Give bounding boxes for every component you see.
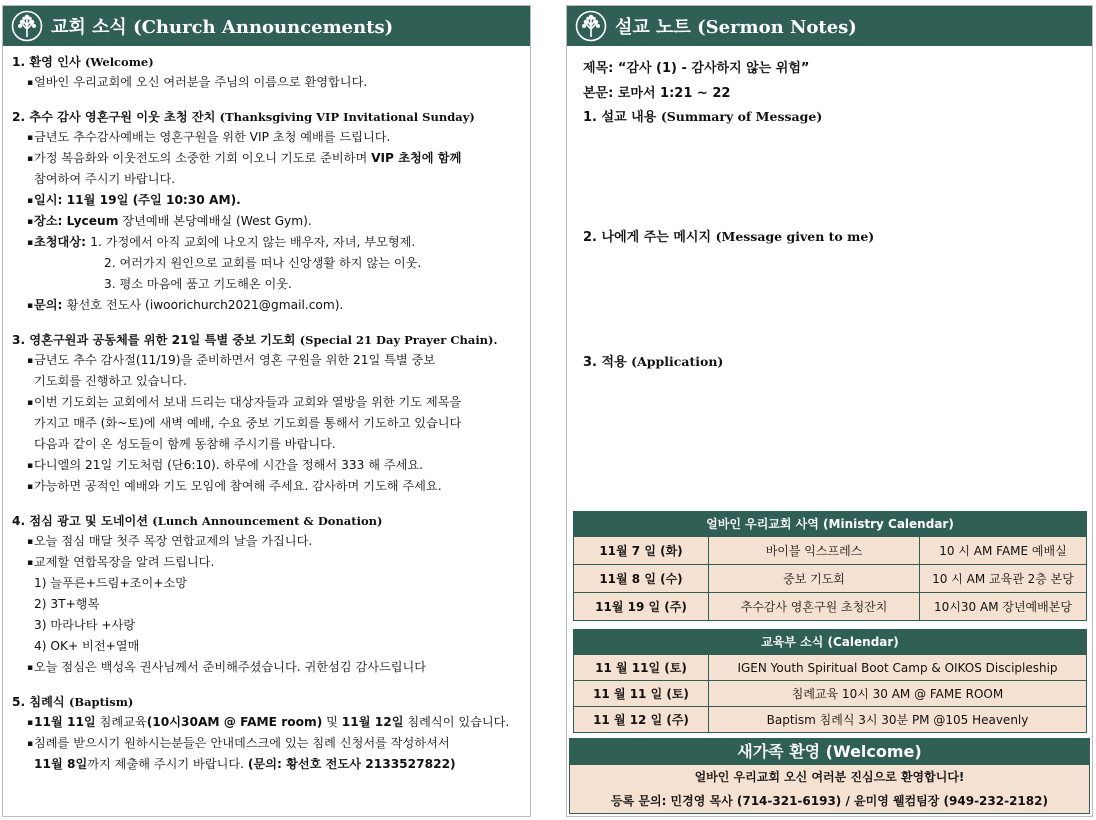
- date-cell: 11 월 11 일 (토): [593, 687, 689, 701]
- event-target-1: [12, 232, 530, 253]
- table-row: [574, 706, 1086, 732]
- date-cell: 11 월 12 일 (주): [593, 713, 689, 727]
- prayer-section-title: [12, 330, 530, 350]
- heading-ko: 3. 적용: [583, 355, 627, 370]
- baptism-line-2: ▪ 침례를 받으시기 원하시는분들은 안내데스크에 있는 침례 신청서를 작성하셔서: [12, 733, 530, 754]
- event-cell: IGEN Youth Spiritual Boot Camp & OIKOS Discipleship: [708, 655, 1086, 680]
- section-title-ko: 2. 추수 감사 영혼구원 이웃 초청 잔치: [12, 110, 216, 124]
- table-row: [574, 536, 1086, 564]
- heading-en: (Summary of Message): [660, 109, 823, 124]
- education-calendar: [573, 629, 1087, 733]
- prayer-line-2c: 다음과 같이 온 성도들이 함께 동참해 주시기를 바랍니다.: [34, 437, 336, 451]
- text: 까지 제출해 주시기 바랍니다.: [87, 757, 248, 771]
- text: 1. 가정에서 아직 교회에 나오지 않는 배우자, 자녀, 부모형제.: [90, 235, 416, 249]
- event-cell: 중보 기도회: [708, 565, 919, 592]
- baptism-section-title: [12, 692, 530, 712]
- event-date: [12, 190, 530, 211]
- section-title-en: (Thanksgiving VIP Invitational Sunday): [219, 110, 475, 124]
- section-title-en: (Welcome): [84, 55, 154, 69]
- table-row: [574, 654, 1086, 680]
- prayer-line-1b: 기도회를 진행하고 있습니다.: [34, 374, 187, 388]
- prayer-line-4: ▪ 가능하면 공적인 예배와 기도 모임에 참여해 주세요. 감사하며 기도해 주세요.: [12, 476, 530, 497]
- event-cell: Baptism 침례식 3시 30분 PM @105 Heavenly: [708, 707, 1086, 732]
- group-item: 4) OK+ 비전+열매: [34, 639, 140, 653]
- bold-text: (문의: 황선호 전도사 2133527822): [247, 757, 456, 771]
- section-title-en: (Special 21 Day Prayer Chain).: [299, 333, 498, 347]
- section-title-ko: 5. 침례식: [12, 695, 65, 709]
- message-heading: [583, 226, 1092, 248]
- event-cell: 추수감사 영혼구원 초청잔치: [708, 593, 919, 620]
- heading-en: (Message given to me): [715, 229, 875, 244]
- event-cell: 침례교육 10시 30 AM @ FAME ROOM: [708, 681, 1086, 706]
- prayer-line-2: ▪ 이번 기도회는 교회에서 보내 드리는 대상자들과 교회와 열방을 위한 기도 제목을: [12, 392, 530, 413]
- section-title-ko: 1. 환영 인사: [12, 55, 81, 69]
- bold-text: 11월 11일: [34, 715, 96, 729]
- welcome-title: 새가족 환영 (Welcome): [570, 739, 1089, 765]
- thanksgiving-section-title: [12, 107, 530, 127]
- bold-text: 11월 12일: [341, 715, 404, 729]
- welcome-section-title: [12, 52, 530, 72]
- application-heading: [583, 351, 1092, 373]
- bold-text: 문의:: [34, 298, 67, 312]
- table-row: [574, 680, 1086, 706]
- section-title-en: (Baptism): [68, 695, 134, 709]
- welcome-text: ▪ 얼바인 우리교회에 오신 여러분을 주님의 이름으로 환영합니다.: [12, 72, 530, 93]
- date-cell: 11월 7 일 (화): [599, 544, 683, 558]
- lunch-line-2: ▪ 교제할 연합목장을 알려 드립니다.: [12, 552, 530, 573]
- bold-text: 일시: 11월 19일 (주일 10:30 AM).: [34, 193, 241, 207]
- thanksgiving-line-2: [12, 148, 530, 169]
- sermon-notes-title: 설교 노트 (Sermon Notes): [615, 17, 857, 38]
- lunch-line-1: ▪ 오늘 점심 매달 첫주 목장 연합교제의 날을 가집니다.: [12, 531, 530, 552]
- date-cell: 11 월 11일 (토): [595, 661, 687, 675]
- prayer-line-2b: 가지고 매주 (화~토)에 새벽 예배, 수요 중보 기도회를 통해서 기도하고 있습니다: [34, 416, 462, 430]
- bold-text: 11월 8일: [34, 757, 88, 771]
- event-cell: 바이블 익스프레스: [708, 537, 919, 564]
- ministry-calendar-title: 얼바인 우리교회 사역 (Ministry Calendar): [574, 512, 1086, 536]
- date-cell: 11월 8 일 (수): [599, 572, 683, 586]
- time-cell: 10 시 AM FAME 예배실: [919, 537, 1086, 564]
- table-row: [574, 564, 1086, 592]
- group-item: 1) 늘푸른+드림+조이+소망: [34, 576, 187, 590]
- event-place: [12, 211, 530, 232]
- sermon-scripture: 본문: 로마서 1:21 ~ 22: [583, 86, 731, 101]
- event-contact: [12, 295, 530, 316]
- bold-text: 장소:: [34, 214, 67, 228]
- baptism-line-3: [12, 754, 530, 775]
- section-title-ko: 3. 영혼구원과 공동체를 위한 21일 특별 중보 기도회: [12, 333, 296, 347]
- section-title-ko: 4. 점심 광고 및 도네이션: [12, 514, 149, 528]
- text: 침례교육: [95, 715, 147, 729]
- heading-ko: 2. 나에게 주는 메시지: [583, 230, 712, 245]
- sermon-subject: 제목: “감사 (1) - 감사하지 않는 위험”: [583, 61, 810, 76]
- heading-ko: 1. 설교 내용: [583, 110, 657, 125]
- sermon-notes-header: [567, 6, 1092, 46]
- lunch-line-3: ▪ 오늘 점심은 백성옥 권사님께서 준비해주셨습니다. 귀한섬김 감사드립니다: [12, 657, 530, 678]
- registration-contact: 등록 문의: 민경영 목사 (714-321-6193) / 윤미영 웰컴팀장 (949-232-2182): [611, 794, 1048, 808]
- event-target-3: 3. 평소 마음에 품고 기도해온 이웃.: [104, 277, 292, 291]
- bold-text: VIP 초청에 함께: [371, 151, 462, 165]
- bold-text: Lyceum: [66, 214, 119, 228]
- church-tree-logo-icon: [11, 10, 43, 42]
- table-row: [574, 592, 1086, 620]
- time-cell: 10 시 AM 교육관 2층 본당: [919, 565, 1086, 592]
- lunch-section-title: [12, 511, 530, 531]
- prayer-line-3: ▪ 다니엘의 21일 기도처럼 (단6:10). 하루에 시간을 정해서 333 해 주세요.: [12, 455, 530, 476]
- thanksgiving-line-3: 참여하여 주시기 바랍니다.: [34, 172, 176, 186]
- thanksgiving-line-1: ▪ 금년도 추수감사예배는 영혼구원을 위한 VIP 초청 예배를 드립니다.: [12, 127, 530, 148]
- welcome-message: 얼바인 우리교회 오신 여러분 진심으로 환영합니다!: [694, 770, 965, 784]
- new-family-welcome: [569, 738, 1090, 814]
- sermon-notes-panel: [566, 5, 1093, 817]
- event-target-2: 2. 여러가지 원인으로 교회를 떠나 신앙생활 하지 않는 이웃.: [104, 256, 422, 270]
- text: 및: [322, 715, 342, 729]
- education-calendar-title: 교육부 소식 (Calendar): [574, 630, 1086, 654]
- text: 침례식이 있습니다.: [403, 715, 510, 729]
- time-cell: 10시30 AM 장년예배본당: [919, 593, 1086, 620]
- heading-en: (Application): [631, 354, 724, 369]
- bold-text: 초청대상:: [34, 235, 91, 249]
- announcements-panel: [2, 5, 531, 817]
- text: 가정 복음화와 이웃전도의 소중한 기회 이오니 기도로 준비하며: [34, 151, 372, 165]
- bold-text: (10시30AM @ FAME room): [146, 715, 323, 729]
- announcements-header: [3, 6, 530, 46]
- section-title-en: (Lunch Announcement & Donation): [152, 514, 383, 528]
- text: 황선호 전도사 (iwoorichurch2021@gmail.com).: [66, 298, 344, 312]
- announcements-title: 교회 소식 (Church Announcements): [51, 17, 394, 38]
- ministry-calendar: [573, 511, 1087, 621]
- summary-heading: [583, 106, 1092, 128]
- group-item: 2) 3T+행복: [34, 597, 100, 611]
- prayer-line-1: ▪ 금년도 추수 감사절(11/19)을 준비하면서 영혼 구원을 위한 21일 특별 중보: [12, 350, 530, 371]
- text: 장년예배 본당예배실 (West Gym).: [118, 214, 312, 228]
- group-item: 3) 마라나타 +사랑: [34, 618, 136, 632]
- date-cell: 11월 19 일 (주): [595, 600, 687, 614]
- baptism-line-1: [12, 712, 530, 733]
- church-tree-logo-icon: [575, 10, 607, 42]
